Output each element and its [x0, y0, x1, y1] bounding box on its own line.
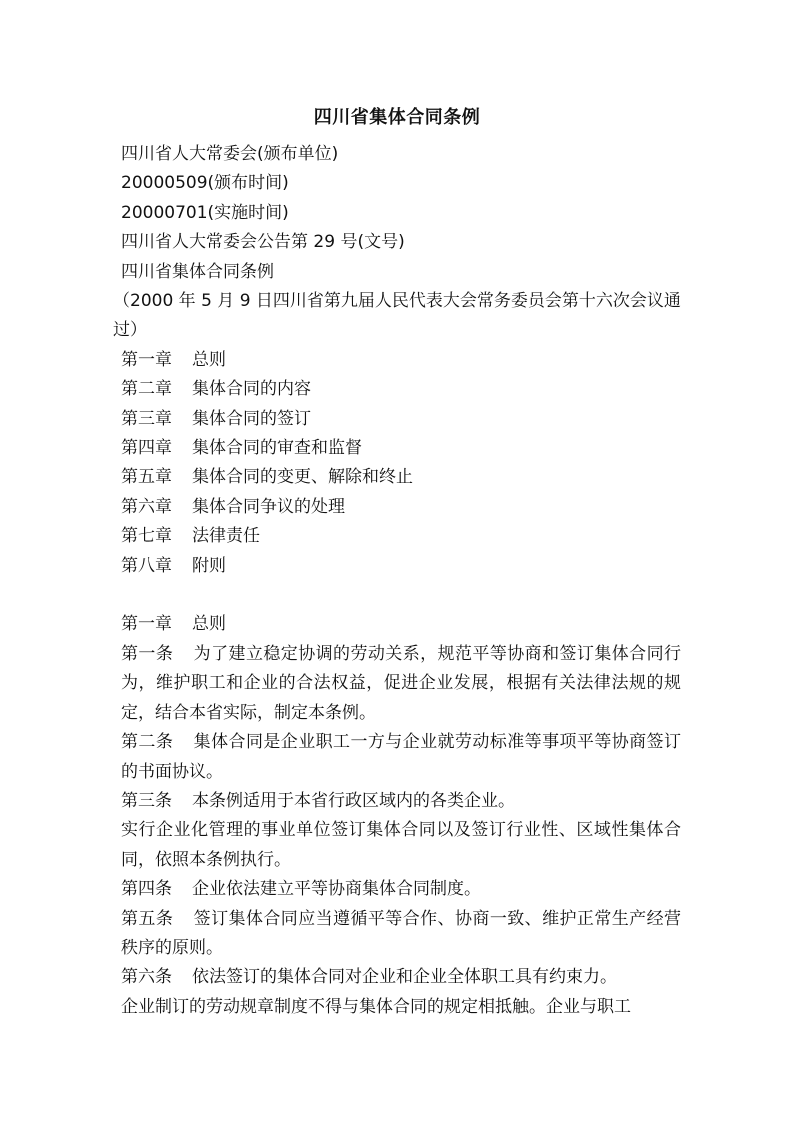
article-text: 企业依法建立平等协商集体合同制度。 — [192, 879, 481, 900]
toc-chapter-number: 第八章 — [121, 555, 172, 576]
toc-item — [121, 375, 681, 404]
toc-chapter-number: 第四章 — [121, 438, 172, 459]
article-3 — [121, 787, 681, 816]
article-label: 第三条 — [121, 790, 172, 811]
article-6 — [121, 963, 681, 992]
toc-item — [121, 493, 681, 522]
article-4 — [121, 875, 681, 904]
toc-item — [121, 434, 681, 463]
toc-chapter-number: 第七章 — [121, 526, 172, 547]
toc-chapter-name: 集体合同的签订 — [192, 408, 311, 429]
toc-chapter-name: 总则 — [192, 349, 226, 370]
article-label: 第四条 — [121, 879, 172, 900]
toc-chapter-number: 第五章 — [121, 467, 172, 488]
article-6-continuation: 企业制订的劳动规章制度不得与集体合同的规定相抵触。企业与职工 — [121, 996, 631, 1017]
toc-chapter-number: 第二章 — [121, 379, 172, 400]
article-5 — [121, 905, 681, 964]
toc-chapter-number: 第六章 — [121, 496, 172, 517]
article-text: 签订集体合同应当遵循平等合作、协商一致、维护正常生产经营秩序的原则。 — [121, 908, 682, 958]
article-label: 第二条 — [121, 732, 174, 753]
article-text: 集体合同是企业职工一方与企业就劳动标准等事项平等协商签订的书面协议。 — [121, 732, 682, 782]
toc-item — [121, 522, 681, 551]
document-body — [113, 140, 682, 1022]
chapter-name: 总则 — [192, 614, 226, 635]
toc-chapter-name: 集体合同的内容 — [192, 379, 311, 400]
toc-item — [121, 552, 681, 581]
toc-chapter-number: 第三章 — [121, 408, 172, 429]
article-3-continuation: 实行企业化管理的事业单位签订集体合同以及签订行业性、区域性集体合同，依照本条例执行。 — [121, 820, 681, 870]
chapter-1-heading — [121, 610, 681, 639]
toc-item — [121, 463, 681, 492]
meta-effective-date: 20000701(实施时间) — [121, 202, 289, 223]
toc-chapter-name: 集体合同的变更、解除和终止 — [192, 467, 413, 488]
article-text: 本条例适用于本省行政区域内的各类企业。 — [192, 790, 515, 811]
article-2 — [121, 728, 681, 787]
toc-chapter-number: 第一章 — [121, 349, 172, 370]
toc-chapter-name: 法律责任 — [192, 526, 260, 547]
meta-subtitle: 四川省集体合同条例 — [121, 261, 274, 282]
meta-doc-number: 四川省人大常委会公告第 29 号(文号) — [121, 232, 405, 253]
article-text: 为了建立稳定协调的劳动关系，规范平等协商和签订集体合同行为，维护职工和企业的合法权益，促进企业发展，根据有关法律法规的规定，结合本省实际，制定本条例。 — [121, 643, 682, 723]
toc-chapter-name: 集体合同争议的处理 — [192, 496, 345, 517]
article-label: 第一条 — [121, 643, 174, 664]
chapter-1-section — [121, 610, 681, 1022]
toc-chapter-name: 附则 — [192, 555, 226, 576]
toc-item — [121, 405, 681, 434]
meta-passage-note: （2000 年 5 月 9 日四川省第九届人民代表大会常务委员会第十六次会议通过） — [113, 291, 681, 341]
article-text: 依法签订的集体合同对企业和企业全体职工具有约束力。 — [192, 967, 617, 988]
chapter-number: 第一章 — [121, 614, 172, 635]
blank-line — [121, 581, 681, 610]
meta-issuer: 四川省人大常委会(颁布单位) — [121, 144, 339, 164]
toc-item — [121, 346, 681, 375]
article-label: 第六条 — [121, 967, 172, 988]
article-label: 第五条 — [121, 908, 174, 929]
toc-chapter-name: 集体合同的审查和监督 — [192, 438, 362, 459]
document-title: 四川省集体合同条例 — [313, 107, 481, 128]
meta-issue-date: 20000509(颁布时间) — [121, 173, 289, 194]
table-of-contents — [121, 346, 681, 581]
article-1 — [121, 640, 681, 728]
